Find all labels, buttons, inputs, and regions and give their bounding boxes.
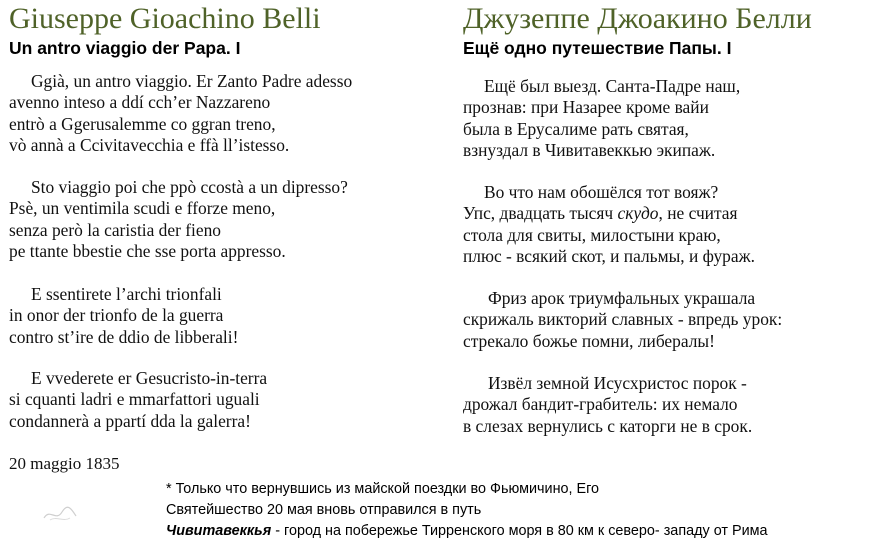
- verse-line: прознав: при Назарее кроме вайи: [463, 97, 709, 118]
- verse-italic-word: скудо: [617, 203, 659, 224]
- footnote-line: [166, 521, 768, 542]
- verse-line: entrò a Ggerusalemme co ggran treno,: [9, 113, 276, 134]
- verse-line: avenno inteso a ddí cch’er Nazzareno: [9, 92, 271, 113]
- verse-line: Фриз арок триумфальных украшала: [488, 288, 756, 308]
- russian-stanza-1: [463, 76, 740, 161]
- verse-fragment: , не считая: [658, 203, 738, 224]
- russian-poem-title: Ещё одно путешествие Папы. I: [463, 38, 732, 58]
- verse-line: взнуздал в Чивитавеккью экипаж.: [463, 139, 716, 160]
- verse-line: стрекало божье помни, либералы!: [463, 330, 715, 351]
- verse-fragment: Упс,: [463, 203, 500, 224]
- verse-line: скрижаль викторий славных - впредь урок:: [463, 309, 783, 330]
- verse-fragment: двадцать тысяч: [499, 203, 614, 224]
- verse-line: Ещё был выезд. Санта-Падре наш,: [484, 76, 741, 96]
- russian-stanza-2: [463, 182, 755, 267]
- poem-date: 20 maggio 1835: [9, 454, 120, 473]
- footnote-line: Святейшество 20 мая вновь отправился в путь: [166, 502, 482, 518]
- italian-poem-title: Un antro viaggio der Papa. I: [9, 38, 241, 58]
- verse-line: Ggià, un antro viaggio. Er Zanto Padre adesso: [31, 71, 353, 91]
- footnotes: [166, 479, 768, 542]
- verse-line: Sto viaggio poi che ppò ccostà a un dipresso?: [31, 177, 348, 197]
- italian-column: [9, 0, 449, 473]
- verse-line: в слезах вернулись с каторги не в срок.: [463, 415, 753, 436]
- italian-stanza-4: [9, 368, 267, 432]
- verse-line: in onor der trionfo de la guerra: [9, 305, 224, 326]
- verse-line: Извёл земной Исусхристос порок -: [488, 373, 747, 393]
- verse-line: [463, 203, 755, 224]
- verse-line: condannerà a ppartí dda la galerra!: [9, 410, 251, 431]
- verse-line: pe ttante bbestie che sse porta appresso.: [9, 240, 286, 261]
- verse-line: была в Ерусалиме рать святая,: [463, 118, 689, 139]
- italian-stanza-3: [9, 284, 238, 348]
- verse-line: стола для свиты, милостыни краю,: [463, 224, 721, 245]
- russian-poet-name: Джузеппе Джоакино Белли: [463, 2, 812, 35]
- verse-line: Во что нам обошёлся тот вояж?: [484, 182, 719, 202]
- italian-stanza-1: [9, 71, 352, 156]
- verse-line: Psè, un ventimila scudi e fforze meno,: [9, 198, 276, 219]
- signature-mark: [40, 500, 80, 528]
- verse-line: E ssentirete l’archi trionfali: [31, 284, 222, 304]
- russian-stanza-4: [463, 373, 752, 437]
- footnote-line: * Только что вернувшись из майской поездки во Фьюмичино, Его: [166, 481, 600, 497]
- verse-line: contro st’ire de ddio de libberali!: [9, 326, 239, 347]
- italian-stanza-2: [9, 177, 348, 262]
- russian-column: [463, 0, 878, 436]
- verse-line: дрожал бандит-грабитель: их немало: [463, 394, 738, 415]
- verse-line: senza però la caristia der fieno: [9, 219, 221, 240]
- verse-line: плюс - всякий скот, и пальмы, и фураж.: [463, 245, 755, 266]
- verse-line: vò annà a Ccivitavecchia e ffà ll’istesso.: [9, 134, 290, 155]
- verse-line: si cquanti ladri e mmarfattori uguali: [9, 389, 260, 410]
- russian-stanza-3: [463, 288, 782, 352]
- footnote-term: Чивитавеккья: [166, 523, 272, 539]
- verse-line: E vvederete er Gesucristo-in-terra: [31, 368, 268, 388]
- italian-poet-name: Giuseppe Gioachino Belli: [9, 2, 321, 35]
- footnote-definition: - город на побережье Тирренского моря в 80 км к северо- западу от Рима: [271, 523, 768, 539]
